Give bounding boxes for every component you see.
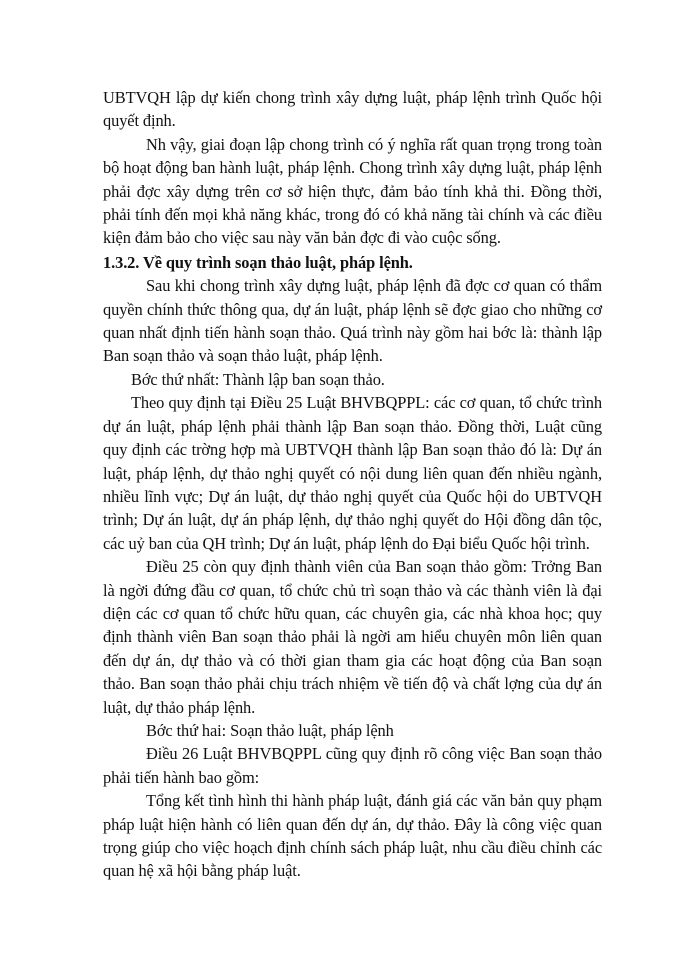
paragraph-article-26: Điều 26 Luật BHVBQPPL cũng quy định rõ công việc Ban soạn thảo phải tiến hành bao gồm: <box>103 744 602 787</box>
paragraph-continuation: UBTVQH lập dự kiến chong trình xây dựng luật, pháp lệnh trình Quốc hội quyết định. <box>103 88 602 131</box>
paragraph-step-one: Bớc thứ nhất: Thành lập ban soạn thảo. <box>131 369 385 389</box>
paragraph-review-implementation: Tổng kết tình hình thi hành pháp luật, đánh giá các văn bản quy phạm pháp luật hiện hành có liên quan đến dự án, dự thảo. Đây là công việc quan trọng giúp cho việc hoạch định chính sách pháp luật, nhu cầu điều chỉnh các quan hệ xã hội bằng pháp luật. <box>103 791 602 881</box>
paragraph-drafting-board-members: Điều 25 còn quy định thành viên của Ban soạn thảo gồm: Trởng Ban là ngời đứng đầu cơ quan, tổ chức chủ trì soạn thảo và các thành viên là đại diện các cơ quan tổ chức hữu quan, các chuyên gia, các nhà khoa học; quy định thành viên Ban soạn thảo phải là ngời am hiểu chuyên môn liên quan đến dự án, dự thảo và có thời gian tham gia các hoạt động của Ban soạn thảo. Ban soạn thảo phải chịu trách nhiệm về tiến độ và chất lợng của dự án luật, dự thảo pháp lệnh. <box>103 557 602 717</box>
paragraph-program-significance: Nh vậy, giai đoạn lập chong trình có ý nghĩa rất quan trọng trong toàn bộ hoạt động ban hành luật, pháp lệnh. Chong trình xây dựng luật, pháp lệnh phải đợc xây dựng trên cơ sở hiện thực, đảm bảo tính khả thi. Đồng thời, phải tính đến mọi khả năng khác, trong đó có khả năng tài chính và các điều kiện đảm bảo cho việc sau này văn bản đợc đi vào cuộc sống. <box>103 134 602 248</box>
paragraph-article-25: Theo quy định tại Điều 25 Luật BHVBQPPL: các cơ quan, tổ chức trình dự án luật, pháp lệnh phải thành lập Ban soạn thảo. Đồng thời, Luật cũng quy định các trờng hợp mà UBTVQH thành lập Ban soạn thảo đó là: Dự án luật, pháp lệnh, dự thảo nghị quyết có nội dung liên quan đến nhiều ngành, nhiều lĩnh vực; Dự án luật, dự thảo nghị quyết của Quốc hội do UBTVQH trình; Dự án luật, dự án pháp lệnh, dự thảo nghị quyết do Hội đồng dân tộc, các uỷ ban của QH trình; Dự án luật, pháp lệnh do Đại biểu Quốc hội trình. <box>103 393 602 553</box>
section-heading-1-3-2: 1.3.2. Về quy trình soạn thảo luật, pháp lệnh. <box>103 252 413 272</box>
paragraph-drafting-process: Sau khi chong trình xây dựng luật, pháp lệnh đã đợc cơ quan có thẩm quyền chính thức thông qua, dự án luật, pháp lệnh sẽ đợc giao cho những cơ quan nhất định tiến hành soạn thảo. Quá trình này gồm hai bớc là: thành lập Ban soạn thảo và soạn thảo luật, pháp lệnh. <box>103 276 602 366</box>
paragraph-step-two: Bớc thứ hai: Soạn thảo luật, pháp lệnh <box>146 720 394 740</box>
